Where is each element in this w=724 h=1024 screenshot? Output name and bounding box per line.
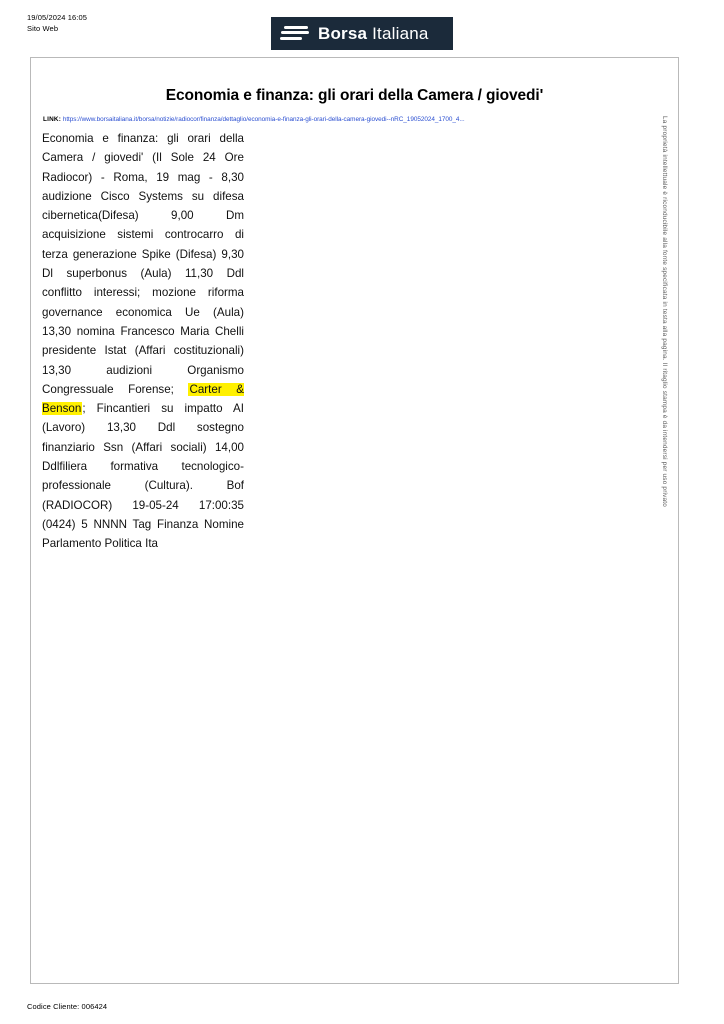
footer-client-code: Codice Cliente: 006424: [27, 1002, 108, 1011]
article-body: [42, 129, 244, 554]
logo-wordmark: [318, 24, 429, 44]
borsa-italiana-logo: [271, 17, 453, 50]
link-url[interactable]: https://www.borsaitaliana.it/borsa/notizie/radiocor/finanza/dettaglio/economia-e-finanza-gli-orari-della-camera-giovedi--nRC_19052024_1700_4...: [62, 116, 465, 123]
article-text-part-1: Economia e finanza: gli orari della Camera / giovedi' (Il Sole 24 Ore Radiocor) - Roma, 19 mag - 8,30 audizione Cisco Systems su difesa cibernetica(Difesa) 9,00 Dm acquisizione sistemi controcarro di terza generazione Spike (Difesa) 9,30 Dl superbonus (Aula) 11,30 Ddl conflitto interessi; mozione riforma governance economica Ue (Aula) 13,30 nomina Francesco Maria Chelli presidente Istat (Affari costituzionali) 13,30 audizioni Organismo Congressuale Forense;: [42, 132, 244, 396]
header-source-type: Sito Web: [27, 23, 59, 33]
article-text-part-2: ; Fincantieri su impatto AI (Lavoro) 13,30 Ddl sostegno finanziario Ssn (Affari sociali) 14,00 Ddlfiliera formativa tecnologico-professionale (Cultura). Bof (RADIOCOR) 19-05-24 17:00:35 (0424) 5 NNNN Tag Finanza Nomine Parlamento Politica Ita: [42, 402, 244, 551]
wave-lines-icon: [280, 23, 310, 45]
article-frame: [30, 57, 679, 984]
header-meta: [27, 13, 87, 35]
link-label: LINK:: [43, 116, 62, 123]
copyright-side-note: La proprietà intellettuale è riconducibile alla fonte specificata in testa alla pagina. Il ritaglio stampa è da intendersi per uso privato: [661, 116, 668, 508]
logo-brand-light: Italiana: [372, 23, 429, 43]
logo-brand-bold: Borsa: [318, 23, 368, 43]
highlighted-term: Carter & Benson: [42, 382, 244, 416]
source-link[interactable]: [43, 116, 465, 123]
page-title: Economia e finanza: gli orari della Camera / giovedi': [165, 87, 544, 104]
header-date-time: 19/05/2024 16:05: [27, 13, 87, 22]
